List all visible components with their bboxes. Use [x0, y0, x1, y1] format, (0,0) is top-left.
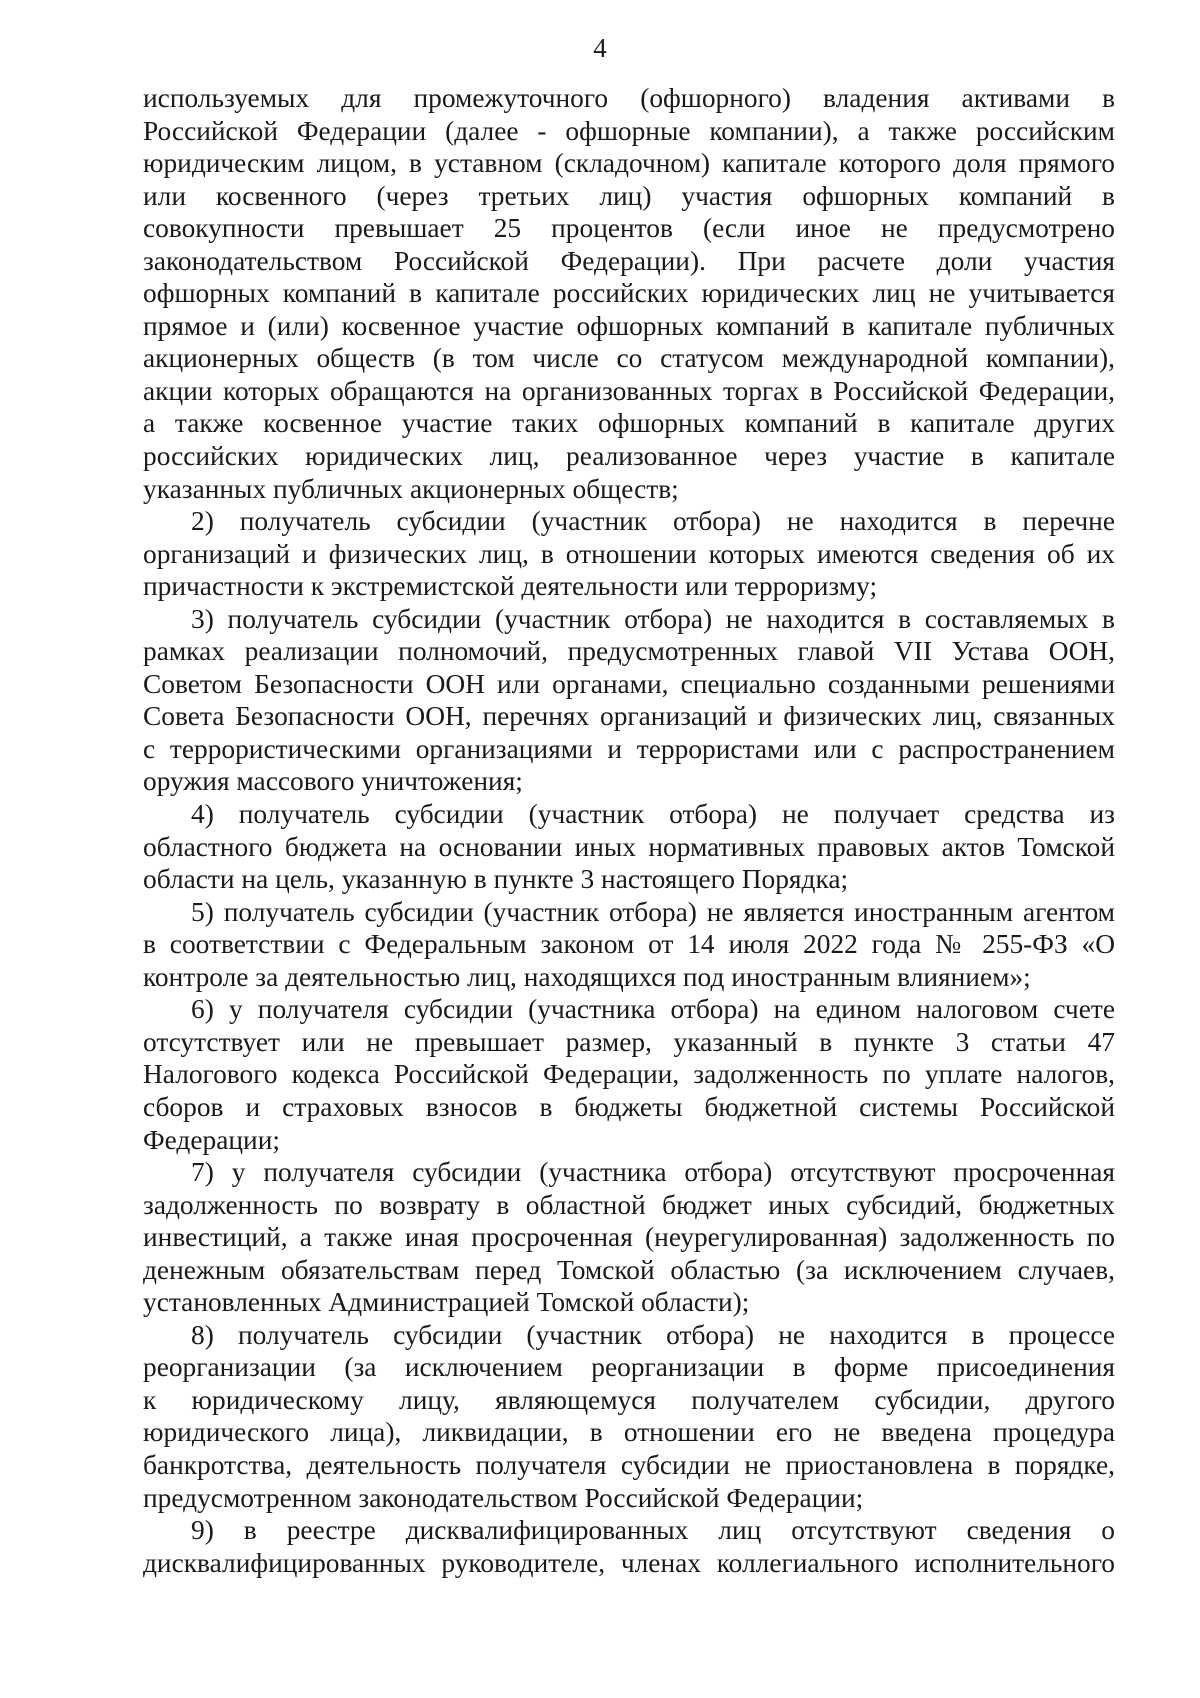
text-line: дисквалифицированных руководителе, членах коллегиального исполнительного: [143, 1547, 1115, 1578]
paragraph: [143, 993, 1115, 1156]
text-line: сборов и страховых взносов в бюджеты бюджетной системы Российской: [143, 1091, 1115, 1122]
text-line: а также косвенное участие таких офшорных компаний в капитале других: [143, 408, 1115, 439]
text-line: 6) у получателя субсидии (участника отбора) на едином налоговом счете: [191, 994, 1115, 1025]
text-line: юридическим лицом, в уставном (складочном) капитале которого доля прямого: [143, 148, 1115, 179]
text-line: Советом Безопасности ООН или органами, специально созданными решениями: [143, 668, 1115, 699]
text-line: 9) в реестре дисквалифицированных лиц отсутствуют сведения о: [191, 1515, 1115, 1546]
text-line: акции которых обращаются на организованных торгах в Российской Федерации,: [143, 375, 1115, 406]
paragraph: [143, 505, 1115, 603]
text-line: банкротства, деятельность получателя субсидии не приостановлена в порядке,: [143, 1449, 1115, 1480]
text-line: областного бюджета на основании иных нормативных правовых актов Томской: [143, 831, 1115, 862]
text-line: указанных публичных акционерных обществ;: [143, 473, 679, 504]
text-line: юридического лица), ликвидации, в отношении его не введена процедура: [143, 1417, 1115, 1448]
text-line: 2) получатель субсидии (участник отбора) не находится в перечне: [191, 506, 1115, 537]
text-line: к юридическому лицу, являющемуся получателем субсидии, другого: [143, 1384, 1115, 1415]
text-line: контроле за деятельностью лиц, находящихся под иностранным влиянием»;: [143, 961, 1031, 992]
text-line: Налогового кодекса Российской Федерации, задолженность по уплате налогов,: [143, 1059, 1115, 1090]
text-line: российских юридических лиц, реализованное через участие в капитале: [143, 441, 1115, 472]
paragraph: [143, 1514, 1115, 1579]
text-line: организаций и физических лиц, в отношении которых имеются сведения об их: [143, 538, 1115, 569]
text-line: денежным обязательствам перед Томской областью (за исключением случаев,: [143, 1254, 1115, 1285]
text-line: совокупности превышает 25 процентов (если иное не предусмотрено: [143, 213, 1115, 244]
text-line: оружия массового уничтожения;: [143, 766, 523, 797]
paragraph: [143, 1319, 1115, 1514]
text-line: реорганизации (за исключением реорганизации в форме присоединения: [143, 1352, 1115, 1383]
paragraph: [143, 1156, 1115, 1319]
paragraph: [143, 896, 1115, 994]
text-line: акционерных обществ (в том числе со статусом международной компании),: [143, 343, 1115, 374]
text-line: 5) получатель субсидии (участник отбора) не является иностранным агентом: [191, 896, 1115, 927]
text-line: установленных Администрацией Томской области);: [143, 1287, 750, 1318]
text-line: Совета Безопасности ООН, перечнях организаций и физических лиц, связанных: [143, 701, 1115, 732]
page-number: 4: [593, 33, 607, 63]
text-line: в соответствии с Федеральным законом от 14 июля 2022 года № 255-ФЗ «О: [143, 929, 1115, 960]
text-line: 3) получатель субсидии (участник отбора) не находится в составляемых в: [191, 603, 1115, 634]
text-line: 8) получатель субсидии (участник отбора) не находится в процессе: [191, 1319, 1115, 1350]
text-line: причастности к экстремистской деятельности или терроризму;: [143, 571, 878, 602]
text-line: задолженность по возврату в областной бюджет иных субсидий, бюджетных: [143, 1189, 1115, 1220]
text-line: Федерации;: [143, 1124, 280, 1155]
text-line: 4) получатель субсидии (участник отбора) не получает средства из: [191, 799, 1115, 830]
text-line: с террористическими организациями и террористами или с распространением: [143, 733, 1115, 764]
text-line: Российской Федерации (далее - офшорные компании), а также российским: [143, 115, 1115, 146]
text-line: офшорных компаний в капитале российских юридических лиц не учитывается: [143, 278, 1115, 309]
text-line: прямое и (или) косвенное участие офшорных компаний в капитале публичных: [143, 310, 1115, 341]
document-body: [143, 82, 1115, 1579]
paragraph: [143, 798, 1115, 896]
text-line: или косвенного (через третьих лиц) участия офшорных компаний в: [143, 180, 1115, 211]
paragraph: [143, 82, 1115, 505]
text-line: предусмотренном законодательством Российской Федерации;: [143, 1482, 864, 1513]
text-line: законодательством Российской Федерации). При расчете доли участия: [143, 245, 1115, 276]
text-line: области на цель, указанную в пункте 3 настоящего Порядка;: [143, 864, 849, 895]
text-line: используемых для промежуточного (офшорного) владения активами в: [143, 83, 1115, 113]
paragraph: [143, 603, 1115, 798]
text-line: отсутствует или не превышает размер, указанный в пункте 3 статьи 47: [143, 1026, 1115, 1057]
text-line: 7) у получателя субсидии (участника отбора) отсутствуют просроченная: [191, 1157, 1115, 1188]
text-line: инвестиций, а также иная просроченная (неурегулированная) задолженность по: [143, 1222, 1115, 1253]
text-line: рамках реализации полномочий, предусмотренных главой VII Устава ООН,: [143, 636, 1115, 667]
